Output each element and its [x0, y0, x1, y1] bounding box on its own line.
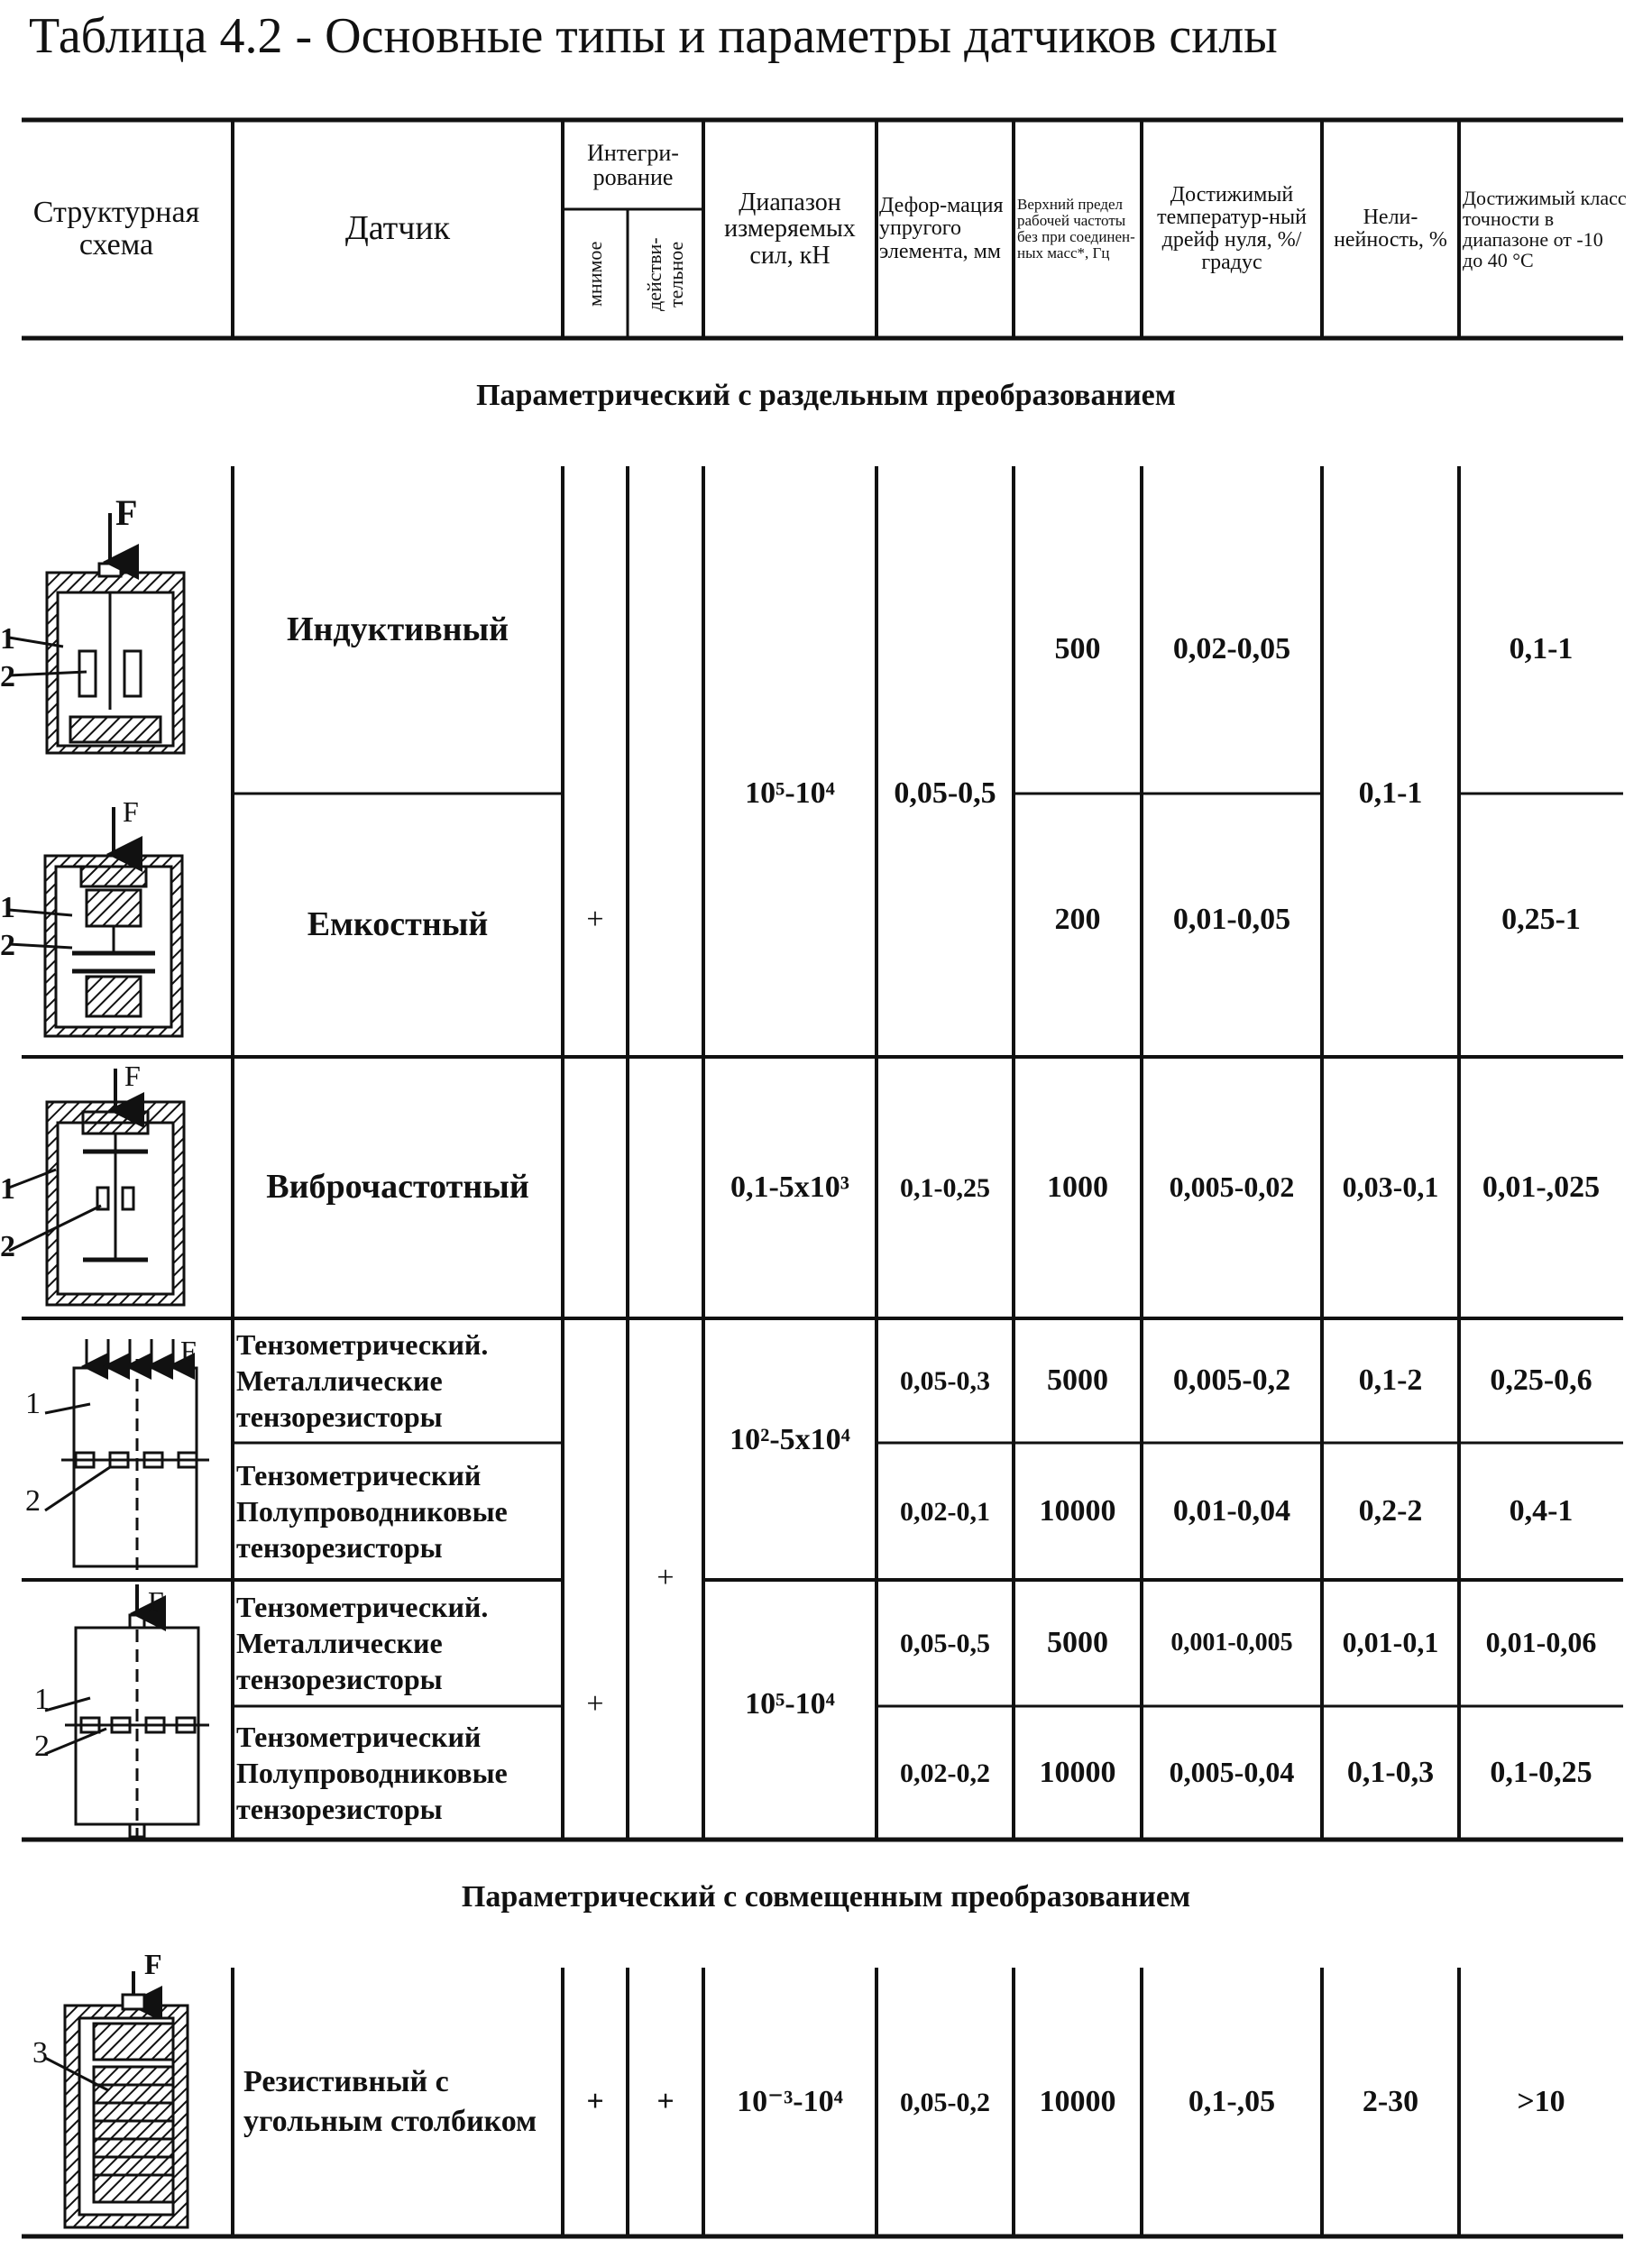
part-label-2a: 2	[0, 660, 15, 693]
cell-nonlin-resistive: 2-30	[1362, 2085, 1419, 2119]
part-label-1d: 1	[25, 1387, 41, 1420]
cell-range-tenzo1: 10²-5x10⁴	[730, 1423, 850, 1457]
cell-range-resistive: 10⁻³-10⁴	[737, 2085, 843, 2119]
cell-nonlin-tenzo2a: 0,01-0,1	[1342, 1626, 1439, 1659]
cell-nonlin-tenzo1b: 0,2-2	[1358, 1494, 1423, 1528]
part-label-2e: 2	[34, 1730, 50, 1763]
sensor-name-vibro: Виброчастотный	[266, 1168, 529, 1207]
force-label-3: F	[124, 1060, 141, 1092]
cell-freq-capacitive: 200	[1054, 903, 1101, 937]
cell-freq-resistive: 10000	[1039, 2085, 1116, 2119]
header-integration-imaginary: мнимое	[583, 241, 606, 308]
resistive-sensor-sketch	[45, 1971, 188, 2227]
sensor-name-tenzo-semi-1: Тензометрический Полупроводниковые тензорезисторы	[236, 1459, 508, 1564]
part-label-2c: 2	[0, 1230, 15, 1263]
tenzo-sensor-sketch-2	[45, 1584, 209, 1837]
sensor-name-inductive: Индуктивный	[286, 610, 509, 648]
cell-range-group1: 10⁵-10⁴	[745, 776, 835, 811]
sensor-name-capacitive: Емкостный	[307, 905, 489, 944]
cell-accuracy-resistive: >10	[1517, 2085, 1565, 2119]
cell-deform-tenzo2a: 0,05-0,5	[900, 1628, 990, 1658]
section-separate-conversion: Параметрический с раздельным преобразованием	[476, 379, 1176, 412]
cell-drift-vibro: 0,005-0,02	[1169, 1170, 1295, 1204]
cell-nonlin-vibro: 0,03-0,1	[1342, 1170, 1439, 1204]
header-integration: Интегри-рование	[587, 139, 679, 190]
section-combined-conversion: Параметрический с совмещенным преобразованием	[461, 1880, 1191, 1914]
cell-plus-imag-resistive: +	[586, 2085, 604, 2119]
sensor-name-resistive: Резистивный с угольным столбиком	[243, 2064, 537, 2138]
cell-range-tenzo2: 10⁵-10⁴	[745, 1687, 835, 1721]
part-label-3: 3	[32, 2036, 48, 2070]
cell-nonlin-tenzo2b: 0,1-0,3	[1346, 1756, 1435, 1790]
header-scheme: Структурная схема	[32, 196, 200, 262]
cell-freq-tenzo1b: 10000	[1039, 1494, 1116, 1528]
part-label-1e: 1	[34, 1683, 50, 1716]
part-label-1c: 1	[0, 1172, 15, 1206]
header-accuracy: Достижимый класс точности в диапазоне от -10 до 40 °С	[1463, 186, 1627, 272]
cell-deform-tenzo2b: 0,02-0,2	[900, 1758, 990, 1788]
cell-drift-tenzo2b: 0,005-0,04	[1169, 1756, 1295, 1789]
cell-freq-vibro: 1000	[1047, 1170, 1108, 1205]
cell-accuracy-tenzo2b: 0,1-0,25	[1490, 1756, 1592, 1790]
cell-accuracy-tenzo2a: 0,01-0,06	[1485, 1626, 1597, 1659]
force-label-5: F	[148, 1585, 164, 1618]
cell-drift-tenzo1b: 0,01-0,04	[1172, 1494, 1291, 1528]
cell-drift-inductive: 0,02-0,05	[1172, 632, 1291, 666]
cell-nonlin-tenzo1a: 0,1-2	[1358, 1363, 1423, 1398]
part-label-1a: 1	[0, 622, 15, 656]
cell-plus-imag-tenzo2: +	[586, 1687, 604, 1721]
cell-accuracy-tenzo1a: 0,25-0,6	[1490, 1363, 1592, 1398]
force-label-4: F	[180, 1335, 197, 1367]
cell-deform-tenzo1b: 0,02-0,1	[900, 1496, 990, 1527]
structural-schemes-section1	[0, 466, 233, 1840]
header-frequency: Верхний предел рабочей частоты без при соединен-ных масс*, Гц	[1017, 196, 1135, 262]
sensor-name-tenzo-metal-2: Тензометрический. Металлические тензорезисторы	[236, 1591, 489, 1695]
capacitive-sensor-sketch	[9, 807, 182, 1036]
cell-drift-capacitive: 0,01-0,05	[1172, 903, 1291, 937]
cell-freq-tenzo2b: 10000	[1039, 1756, 1116, 1790]
sensor-name-tenzo-semi-2: Тензометрический Полупроводниковые тензорезисторы	[236, 1721, 508, 1825]
cell-accuracy-capacitive: 0,25-1	[1501, 903, 1581, 937]
header-drift: Достижимый температур-ный дрейф нуля, %/градус	[1157, 182, 1307, 275]
cell-drift-resistive: 0,1-,05	[1188, 2085, 1276, 2119]
cell-freq-inductive: 500	[1054, 632, 1101, 666]
header-integration-real: действи-тельное	[642, 237, 687, 311]
sensor-name-tenzo-metal-1: Тензометрический. Металлические тензорезисторы	[236, 1328, 489, 1433]
part-label-2b: 2	[0, 929, 15, 962]
cell-nonlin-group1: 0,1-1	[1358, 776, 1423, 811]
cell-drift-tenzo2a: 0,001-0,005	[1170, 1628, 1293, 1657]
inductive-sensor-sketch	[9, 513, 184, 753]
cell-freq-tenzo1a: 5000	[1047, 1363, 1108, 1398]
force-label-2: F	[123, 795, 139, 828]
structural-scheme-section2	[0, 1968, 233, 2236]
cell-plus-real-resistive: +	[656, 2085, 675, 2119]
cell-accuracy-tenzo1b: 0,4-1	[1509, 1494, 1574, 1528]
cell-deform-resistive: 0,05-0,2	[900, 2087, 990, 2117]
force-label-1: F	[115, 492, 138, 533]
cell-accuracy-inductive: 0,1-1	[1509, 632, 1574, 666]
cell-range-vibro: 0,1-5x10³	[730, 1170, 849, 1205]
part-label-2d: 2	[25, 1484, 41, 1518]
tenzo-sensor-sketch-1	[45, 1339, 209, 1571]
vibro-sensor-sketch	[9, 1069, 184, 1305]
header-deformation: Дефор-мация упругого элемента, мм	[879, 194, 1004, 263]
force-label-6: F	[144, 1948, 162, 1980]
cell-freq-tenzo2a: 5000	[1047, 1626, 1108, 1660]
cell-deform-tenzo1a: 0,05-0,3	[900, 1365, 990, 1396]
cell-plus-group1: +	[586, 903, 604, 937]
header-sensor: Датчик	[344, 209, 451, 248]
cell-accuracy-vibro: 0,01-,025	[1482, 1170, 1601, 1205]
cell-deform-group1: 0,05-0,5	[894, 776, 996, 811]
header-range: Диапазон измеряемых сил, кН	[724, 188, 856, 270]
page-title: Таблица 4.2 - Основные типы и параметры датчиков силы	[29, 8, 1278, 64]
cell-drift-tenzo1a: 0,005-0,2	[1172, 1363, 1291, 1398]
header-nonlinearity: Нели-нейность, %	[1334, 205, 1447, 252]
cell-deform-vibro: 0,1-0,25	[900, 1172, 990, 1203]
part-label-1b: 1	[0, 891, 15, 924]
cell-plus-real-tenzo: +	[656, 1561, 675, 1595]
